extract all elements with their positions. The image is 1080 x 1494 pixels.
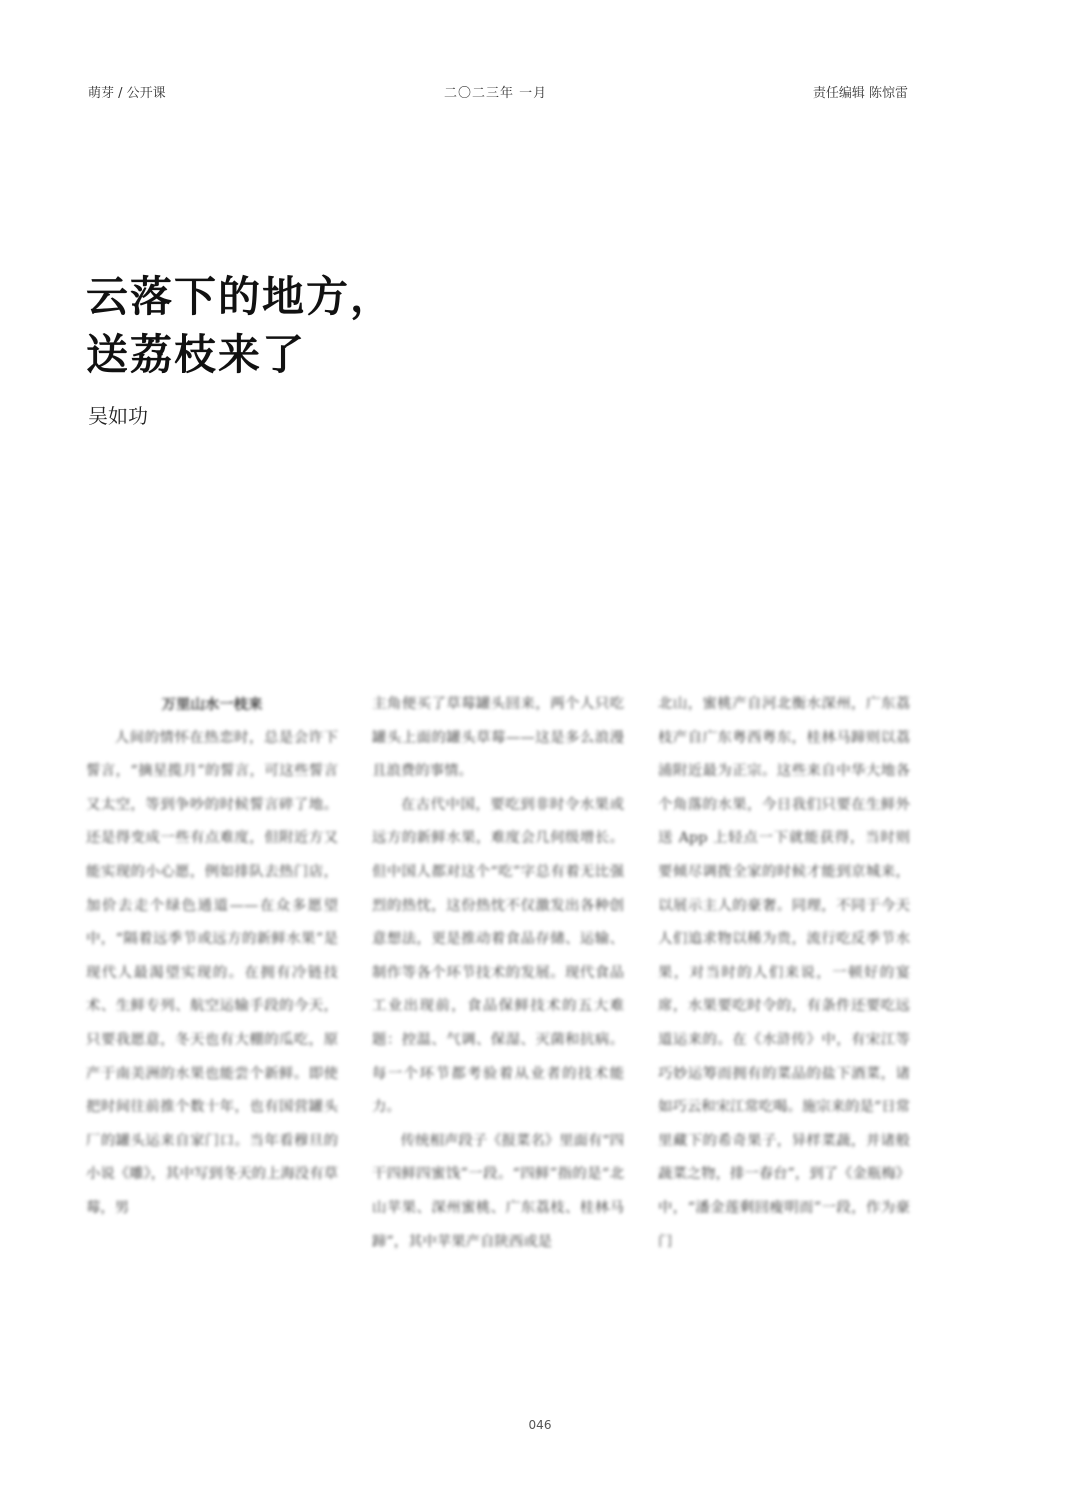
body-column-3 [658, 688, 910, 1259]
header-date: 二〇二三年 一月 [444, 86, 548, 101]
body-paragraph: 在古代中国，要吃到非时令水果或远方的新鲜水果，难度会几何级增长。但中国人都对这个“吃”字总有着无比强烈的热忱，这份热忱不仅激发出各种创意想法，更是推动着食品存储、运输、制作等各个环节技术的发展。现代食品工业出现前，食品保鲜技术的五大难题：控温、气调、保湿、灭菌和抗病。每一个环节都考验着从业者的技术能力。 [372, 796, 624, 1116]
title-line-1: 云落下的地方， [86, 272, 395, 321]
header-section: 萌芽 / 公开课 [88, 86, 166, 101]
body-paragraph: 主角便买了草莓罐头回来，两个人只吃罐头上面的罐头草莓——这是多么浪漫且浪费的事情。 [372, 696, 624, 780]
author-name: 吴如功 [88, 404, 148, 428]
article-title [86, 268, 394, 384]
running-header [0, 82, 1080, 106]
body-column-2 [372, 688, 624, 1259]
section-heading: 万里山水一枝来 [161, 696, 263, 713]
title-line-2: 送荔枝来了 [86, 330, 307, 379]
body-paragraph: 传统相声段子《报菜名》里面有“四干四鲜四蜜饯”一段。“四鲜”指的是“北山苹果、深州蜜桃、广东荔枝、桂林马蹄”，其中苹果产自陕西或是 [372, 1132, 625, 1250]
page-number: 046 [528, 1418, 552, 1432]
header-editor: 责任编辑 陈惊雷 [812, 86, 908, 101]
body-column-1 [86, 688, 338, 1226]
body-paragraph: 北山，蜜桃产自河北衡水深州，广东荔枝产自广东粤西粤东，桂林马蹄则以荔浦附近最为正宗。这些来自中华大地各个角落的水果，今日我们只要在生鲜外送 App 上轻点一下就能获得，当时则要倾尽调拨全家的时候才能到京城来，以展示主人的豪奢。同理，不同于今天人们追求物以稀为贵，流行吃反季节水果，对当时的人们来说，一顿好的宴席，水果要吃时令的，有条件还要吃远道运来的。在《水浒传》中，有宋江等巧妙运筹而拥有的菜品的盐下酒菜，诸如巧云和宋江常吃喝。施宗来的是“日常里藏下的希奇果子，异样菜蔬，并诸般蔬菜之物，排一春台”，到了《金瓶梅》中，“潘金莲剩回瘦明而”一段，作为豪门 [658, 696, 910, 1250]
body-paragraph: 人间的情怀在热恋时，总是会许下誓言，“摘星揽月”的誓言，可这些誓言又太空，等到争吵的时候誓言碎了地。还是得变成一些有点难度，但附近方又能实现的小心愿，例如排队去热门店，加价去走个绿色通道——在众多愿望中，“隔着远季节或远方的新鲜水果”是现代人最渴望实现的。在拥有冷链技术、生鲜专列、航空运输手段的今天，只要我愿意，冬天也有大棚的瓜吃，原产于南美洲的水果也能尝个新鲜。即使把时间往前推个数十年，也有国营罐头厂的罐头运来自家门口。当年看穆旦的小说《雕》，其中写到冬天的上海没有草莓，男 [86, 729, 338, 1216]
